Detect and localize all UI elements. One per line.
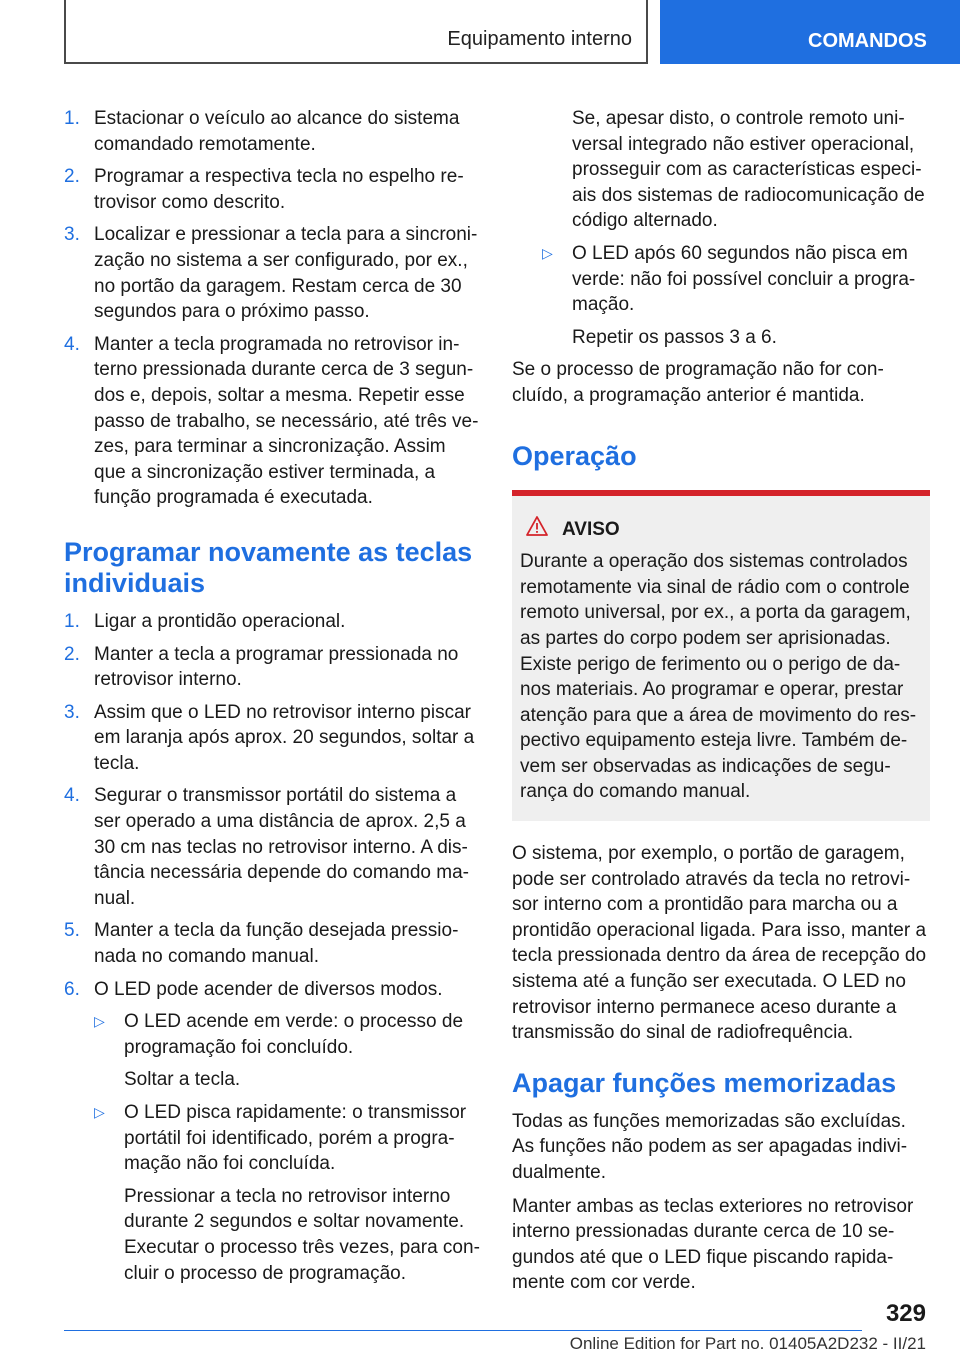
warning-text: Durante a operação dos sistemas controlados remotamente via sinal de rádio com o controle remoto universal, por ex., a porta da garagem, as partes do corpo podem ser aprisionadas. Existe perigo de ferimento ou o perigo de danos materiais. Ao programar e operar, prestar atenção para que a área de movimento do respectivo equipamento esteja livre. Também devem ser observadas as indicações de segurança do comando manual.	[520, 551, 917, 803]
list-item: 3. Assim que o LED no retrovisor interno piscar em laranja após aprox. 20 segundos, soltar a tecla.	[64, 701, 475, 774]
header-chapter-tab[interactable]: COMANDOS	[660, 0, 960, 64]
list-item: 1. Estacionar o veículo ao alcance do sistema comandado remotamente.	[64, 108, 460, 155]
delete-paragraph-2: Manter ambas as teclas exteriores no retrovisor interno pressionadas durante cerca de 10 segundos até que o LED fique piscando rapidamente com cor verde.	[512, 1195, 914, 1294]
continuation-sub	[542, 241, 930, 350]
right-column	[512, 106, 930, 1304]
triangle-bullet-icon: ▷	[542, 244, 553, 261]
continuation-paragraph-2: Se o processo de programação não for concluído, a programação anterior é mantida.	[512, 359, 884, 406]
triangle-bullet-icon: ▷	[94, 1013, 105, 1030]
list-item: 4. Segurar o transmissor portátil do sistema a ser operado a uma distância de aprox. 2,5 a 30 cm nas teclas no retrovisor interno. A distância necessária depende do comando manual.	[64, 785, 469, 909]
steps-list-a	[64, 106, 482, 511]
list-item: 6. O LED pode acender de diversos modos. ▷ O LED acende em verde: o processo de programação foi concluído. Soltar a tecla. ▷ O LED pisca rapidamente: o transmissor portátil foi identificado, porém a programação não foi concluída. Pressionar a tecla no retrovisor interno durante 2 segundos e soltar novamente. Executar o processo três vezes, para concluir o processo de programação.	[64, 977, 482, 1287]
header-section-box	[64, 0, 648, 64]
triangle-bullet-icon: ▷	[94, 1104, 105, 1120]
delete-paragraph-1: Todas as funções memorizadas são excluídas. As funções não podem as ser apagadas individualmente.	[512, 1110, 908, 1183]
continuation-paragraph: Se, apesar disto, o controle remoto universal integrado não estiver operacional, prosseguir com as características especiais dos sistemas de radiocomunicação de código alternado.	[572, 108, 925, 232]
list-item: 4. Manter a tecla programada no retrovisor interno pressionada durante cerca de 3 segundos e, depois, soltar a mesma. Repetir esse passo de trabalho, se necessário, até três vezes, para terminar a sincronização. Assim que a sincronização estiver terminada, a função programada é executada.	[64, 333, 479, 509]
list-item: 3. Localizar e pressionar a tecla para a sincronização no sistema a ser configurado, por ex., no portão da garagem. Restam cerca de 30 segundos para o próximo passo.	[64, 224, 478, 323]
footer-edition: Online Edition for Part no. 01405A2D232 - II/21	[569, 1334, 926, 1353]
heading-operation: Operação	[512, 440, 637, 471]
warning-triangle-icon	[526, 516, 562, 544]
sub-item: ▷ O LED pisca rapidamente: o transmissor portátil foi identificado, porém a programação não foi concluída. Pressionar a tecla no retrovisor interno durante 2 segundos e soltar novamente. Executar o processo três vezes, para concluir o processo de programação.	[94, 1100, 482, 1286]
footer-divider	[64, 1330, 862, 1331]
sub-item: ▷ O LED após 60 segundos não pisca em verde: não foi possível concluir a programação. Repetir os passos 3 a 6.	[542, 241, 930, 350]
warning-title: AVISO	[562, 518, 620, 540]
list-item: 1. Ligar a prontidão operacional.	[64, 610, 346, 632]
list-item: 2. Manter a tecla a programar pressionada no retrovisor interno.	[64, 643, 459, 691]
heading-reprogram: Programar novamente as teclas individuais	[64, 536, 473, 598]
list-item: 2. Programar a respectiva tecla no espelho retrovisor como descrito.	[64, 166, 464, 213]
steps-list-b	[64, 609, 482, 1286]
heading-delete: Apagar funções memorizadas	[512, 1067, 897, 1098]
warning-box	[512, 490, 930, 822]
list-item: 5. Manter a tecla da função desejada pressionada no comando manual.	[64, 920, 459, 968]
operation-paragraph: O sistema, por exemplo, o portão de garagem, pode ser controlado através da tecla no retrovisor interno com a prontidão para marcha ou a prontidão operacional ligada. Para isso, manter a tecla pressionada dentro da área de recepção do sistema até a função ser executada. O LED no retrovisor interno permanece aceso durante a transmissão do sinal de radiofrequência.	[512, 843, 927, 1044]
page-number: 329	[885, 1300, 926, 1327]
left-column	[64, 106, 482, 1293]
sub-item: ▷ O LED acende em verde: o processo de programação foi concluído. Soltar a tecla.	[94, 1009, 482, 1093]
header-section-title: Equipamento interno	[447, 28, 632, 50]
